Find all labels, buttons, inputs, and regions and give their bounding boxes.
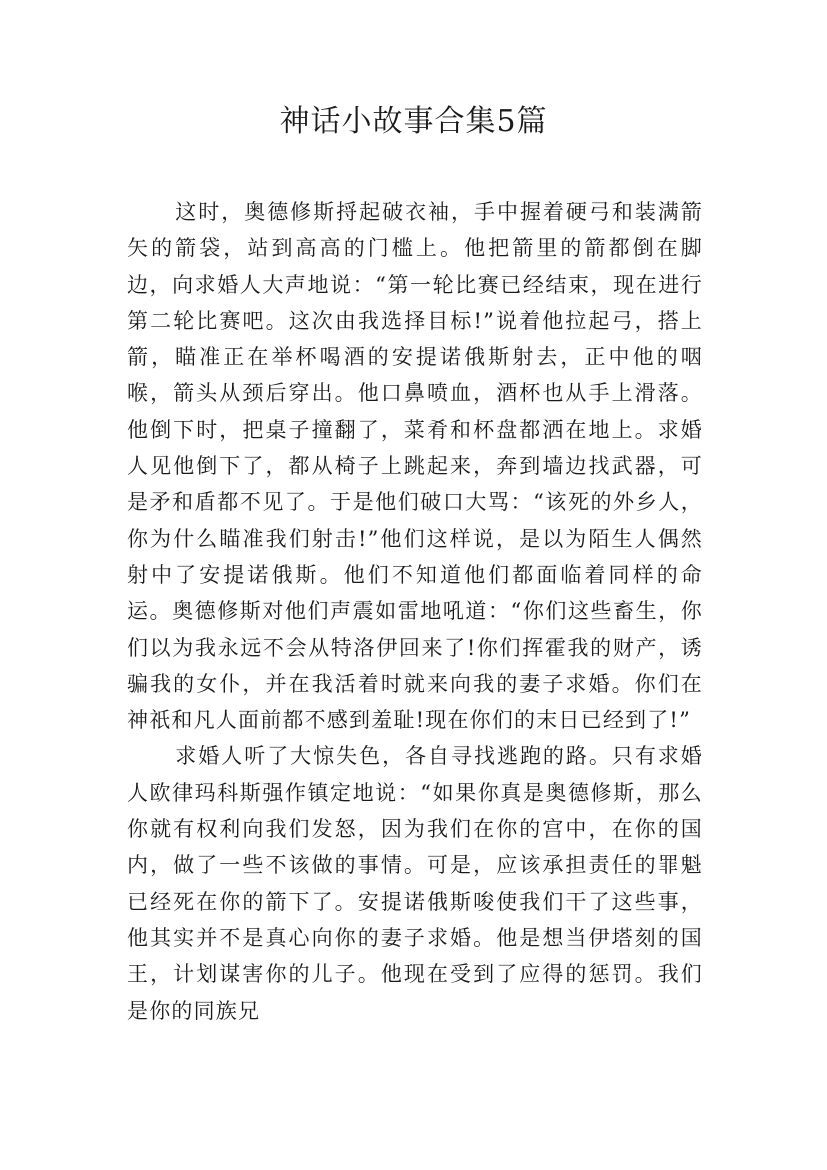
paragraph-2: 求婚人听了大惊失色，各自寻找逃跑的路。只有求婚人欧律玛科斯强作镇定地说：“如果你真是奥德修斯，那么你就有权利向我们发怒，因为我们在你的宫中，在你的国内，做了一些不该做的事情。可是，应该承担责任的罪魁已经死在你的箭下了。安提诺俄斯唆使我们干了这些事，他其实并不是真心向你的妻子求婚。他是想当伊塔刻的国王，计划谋害你的儿子。他现在受到了应得的惩罚。我们是你的同族兄 [127,744,703,1023]
document-title: 神话小故事合集5篇 [279,104,548,139]
document-body [127,194,703,1029]
paragraph-1: 这时，奥德修斯捋起破衣袖，手中握着硬弓和装满箭矢的箭袋，站到高高的门槛上。他把箭里的箭都倒在脚边，向求婚人大声地说：“第一轮比赛已经结束，现在进行第二轮比赛吧。这次由我选择目标!”说着他拉起弓，搭上箭，瞄准正在举杯喝酒的安提诺俄斯射去，正中他的咽喉，箭头从颈后穿出。他口鼻喷血，酒杯也从手上滑落。他倒下时，把桌子撞翻了，菜肴和杯盘都洒在地上。求婚人见他倒下了，都从椅子上跳起来，奔到墙边找武器，可是矛和盾都不见了。于是他们破口大骂：“该死的外乡人，你为什么瞄准我们射击!”他们这样说，是以为陌生人偶然射中了安提诺俄斯。他们不知道他们都面临着同样的命运。奥德修斯对他们声震如雷地吼道：“你们这些畜生，你们以为我永远不会从特洛伊回来了!你们挥霍我的财产，诱骗我的女仆，并在我活着时就来向我的妻子求婚。你们在神祇和凡人面前都不感到羞耻!现在你们的末日已经到了!” [127,200,703,733]
